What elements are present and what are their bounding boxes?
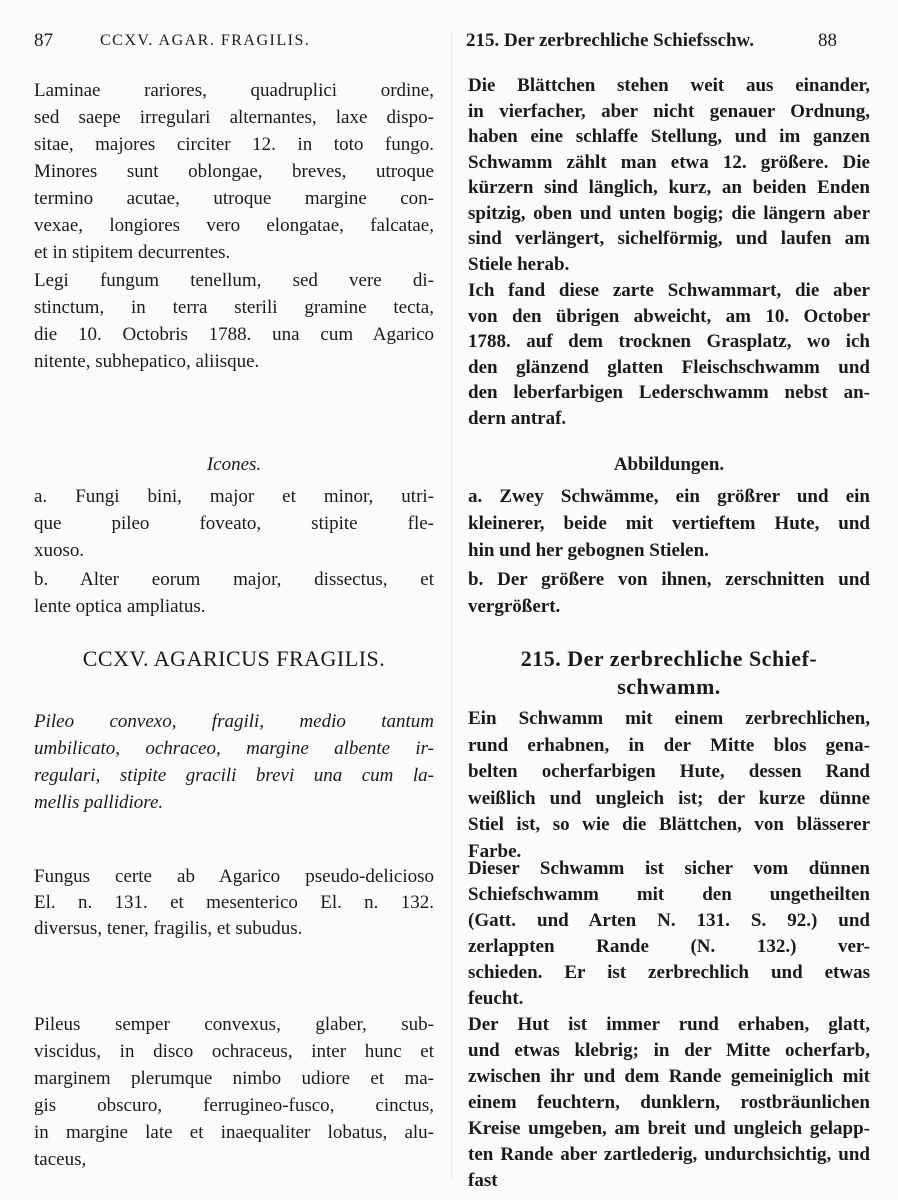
right-locality-line: von den übrigen abweicht, am 10. October bbox=[468, 305, 870, 327]
left-diagnosis-line: umbilicato, ochraceo, margine albente ir- bbox=[34, 738, 434, 759]
left-description-line: termino acutae, utroque margine con- bbox=[34, 188, 434, 209]
right-comparison-line: (Gatt. und Arten N. 131. S. 92.) und bbox=[468, 910, 870, 931]
right-locality-line: dern antraf. bbox=[468, 407, 567, 429]
right-running-title: 215. Der zerbrechliche Schiefsschw. bbox=[466, 30, 754, 51]
right-description-line: spitzig, oben und unten bogig; die längern aber bbox=[468, 202, 870, 224]
right-diagnosis-line: Ein Schwamm mit einem zerbrechlichen, bbox=[468, 708, 870, 729]
left-description-line: Laminae rariores, quadruplici ordine, bbox=[34, 80, 434, 101]
right-icon-b-line: b. Der größere von ihnen, zerschnitten und bbox=[468, 569, 870, 590]
left-running-title: CCXV. AGAR. FRAGILIS. bbox=[100, 32, 311, 49]
right-description-line: Die Blättchen stehen weit aus einander, bbox=[468, 75, 870, 96]
right-pileus-line: ten Rande aber zartlederig, undurchsichtig, und bbox=[468, 1144, 870, 1165]
right-description-line: haben eine schlaffe Stellung, und im ganzen bbox=[468, 126, 870, 147]
left-pileus-line: Pileus semper convexus, glaber, sub- bbox=[34, 1014, 434, 1035]
right-diagnosis-line: Stiel ist, so wie die Blättchen, von blässerer bbox=[468, 814, 870, 835]
left-comparison-line: Fungus certe ab Agarico pseudo-delicioso bbox=[34, 866, 434, 887]
right-comparison-line: schieden. Er ist zerbrechlich und etwas bbox=[468, 962, 870, 983]
right-icon-a-line: a. Zwey Schwämme, ein größrer und ein bbox=[468, 486, 870, 507]
left-description-line: sed saepe irregulari alternantes, laxe dispo- bbox=[34, 107, 434, 128]
right-description-line: sind verlängert, sichelförmig, und laufen am bbox=[468, 228, 870, 249]
left-diagnosis-line: mellis pallidiore. bbox=[34, 792, 164, 813]
left-description-line: et in stipitem decurrentes. bbox=[34, 242, 231, 263]
page-gutter bbox=[451, 30, 452, 1180]
left-icones-title-line: Icones. bbox=[206, 454, 262, 475]
right-pileus-line: Der Hut ist immer rund erhaben, glatt, bbox=[468, 1014, 870, 1035]
left-locality-line: nitente, subhepatico, aliisque. bbox=[34, 351, 260, 372]
right-diagnosis-line: rund erhabnen, in der Mitte blos gena- bbox=[468, 734, 870, 756]
left-diagnosis-line: regulari, stipite gracili brevi una cum la- bbox=[34, 765, 434, 786]
left-diagnosis-line: Pileo convexo, fragili, medio tantum bbox=[34, 711, 434, 732]
left-pileus-line: marginem plerumque nimbo udiore et ma- bbox=[34, 1068, 434, 1089]
right-icon-a-line: hin und her gebognen Stielen. bbox=[468, 540, 709, 561]
right-comparison-line: zerlappten Rande (N. 132.) ver- bbox=[468, 936, 870, 957]
right-comparison-line: feucht. bbox=[468, 988, 524, 1009]
left-locality-line: Legi fungum tenellum, sed vere di- bbox=[34, 270, 434, 291]
right-pileus-line: zwischen ihr und dem Rande gemeiniglich mit bbox=[468, 1066, 870, 1087]
left-description-line: vexae, longiores vero elongatae, falcatae, bbox=[34, 215, 434, 236]
left-icon-a-line: a. Fungi bini, major et minor, utri- bbox=[34, 486, 434, 507]
right-comparison-line: Schiefschwamm mit den ungetheilten bbox=[468, 884, 870, 905]
right-pileus-line: und etwas klebrig; in der Mitte ocherfarb, bbox=[468, 1040, 870, 1061]
left-pileus-line: gis obscuro, ferrugineo-fusco, cinctus, bbox=[34, 1095, 434, 1116]
left-icon-a-line: xuoso. bbox=[34, 540, 85, 561]
right-description-line: Schwamm zählt man etwa 12. größere. Die bbox=[468, 151, 870, 173]
left-description-line: sitae, majores circiter 12. in toto fungo. bbox=[34, 134, 434, 155]
right-diagnosis-line: belten ocherfarbigen Hute, dessen Rand bbox=[468, 761, 870, 782]
left-locality-line: die 10. Octobris 1788. una cum Agarico bbox=[34, 324, 434, 345]
right-locality-line: den leberfarbigen Lederschwamm nebst an- bbox=[468, 382, 870, 403]
right-locality-line: Ich fand diese zarte Schwammart, die aber bbox=[468, 280, 870, 301]
left-pileus-line: in margine late et inaequaliter lobatus, alu- bbox=[34, 1122, 434, 1143]
right-description-line: kürzern sind länglich, kurz, an beiden Enden bbox=[468, 177, 870, 198]
right-section-title-line: 215. Der zerbrechliche Schief- bbox=[520, 646, 818, 671]
right-pileus-line: einem feuchtern, dunklern, rostbräunlichen bbox=[468, 1092, 870, 1113]
right-diagnosis-line: Farbe. bbox=[468, 840, 522, 862]
left-icon-a-line: que pileo foveato, stipite fle- bbox=[34, 513, 434, 534]
left-comparison-line: diversus, tener, fragilis, et subudus. bbox=[34, 918, 303, 939]
left-locality-line: stinctum, in terra sterili gramine tecta, bbox=[34, 297, 434, 318]
right-description-line: Stiele herab. bbox=[468, 253, 570, 275]
right-locality-line: den glänzend glatten Fleischschwamm und bbox=[468, 356, 870, 378]
right-page-number: 88 bbox=[818, 30, 837, 51]
right-diagnosis-line: weißlich und ungleich ist; der kurze dünne bbox=[468, 787, 870, 809]
right-description-line: in vierfacher, aber nicht genauer Ordnung, bbox=[468, 100, 870, 122]
right-icon-a-line: kleinerer, beide mit vertieftem Hute, und bbox=[468, 513, 870, 534]
right-locality-line: 1788. auf dem trocknen Grasplatz, wo ich bbox=[468, 331, 870, 352]
left-page-number: 87 bbox=[34, 30, 53, 51]
left-pileus-line: viscidus, in disco ochraceus, inter hunc et bbox=[34, 1041, 434, 1062]
left-icon-b-line: b. Alter eorum major, dissectus, et bbox=[34, 569, 434, 590]
right-icon-b-line: vergrößert. bbox=[468, 596, 561, 617]
right-section-title-line: schwamm. bbox=[617, 674, 721, 699]
left-icon-b-line: lente optica ampliatus. bbox=[34, 596, 206, 617]
right-comparison-line: Dieser Schwamm ist sicher vom dünnen bbox=[468, 858, 870, 879]
right-pileus-line: fast bbox=[468, 1170, 498, 1191]
right-icones-title-line: Abbildungen. bbox=[613, 454, 725, 475]
right-pileus-line: Kreise umgeben, am breit und ungleich gelapp- bbox=[468, 1118, 870, 1139]
left-description-line: Minores sunt oblongae, breves, utroque bbox=[34, 161, 434, 182]
left-pileus-line: taceus, bbox=[34, 1149, 87, 1170]
left-comparison-line: El. n. 131. et mesenterico El. n. 132. bbox=[34, 892, 434, 913]
left-section-title-line: CCXV. AGARICUS FRAGILIS. bbox=[82, 646, 386, 671]
